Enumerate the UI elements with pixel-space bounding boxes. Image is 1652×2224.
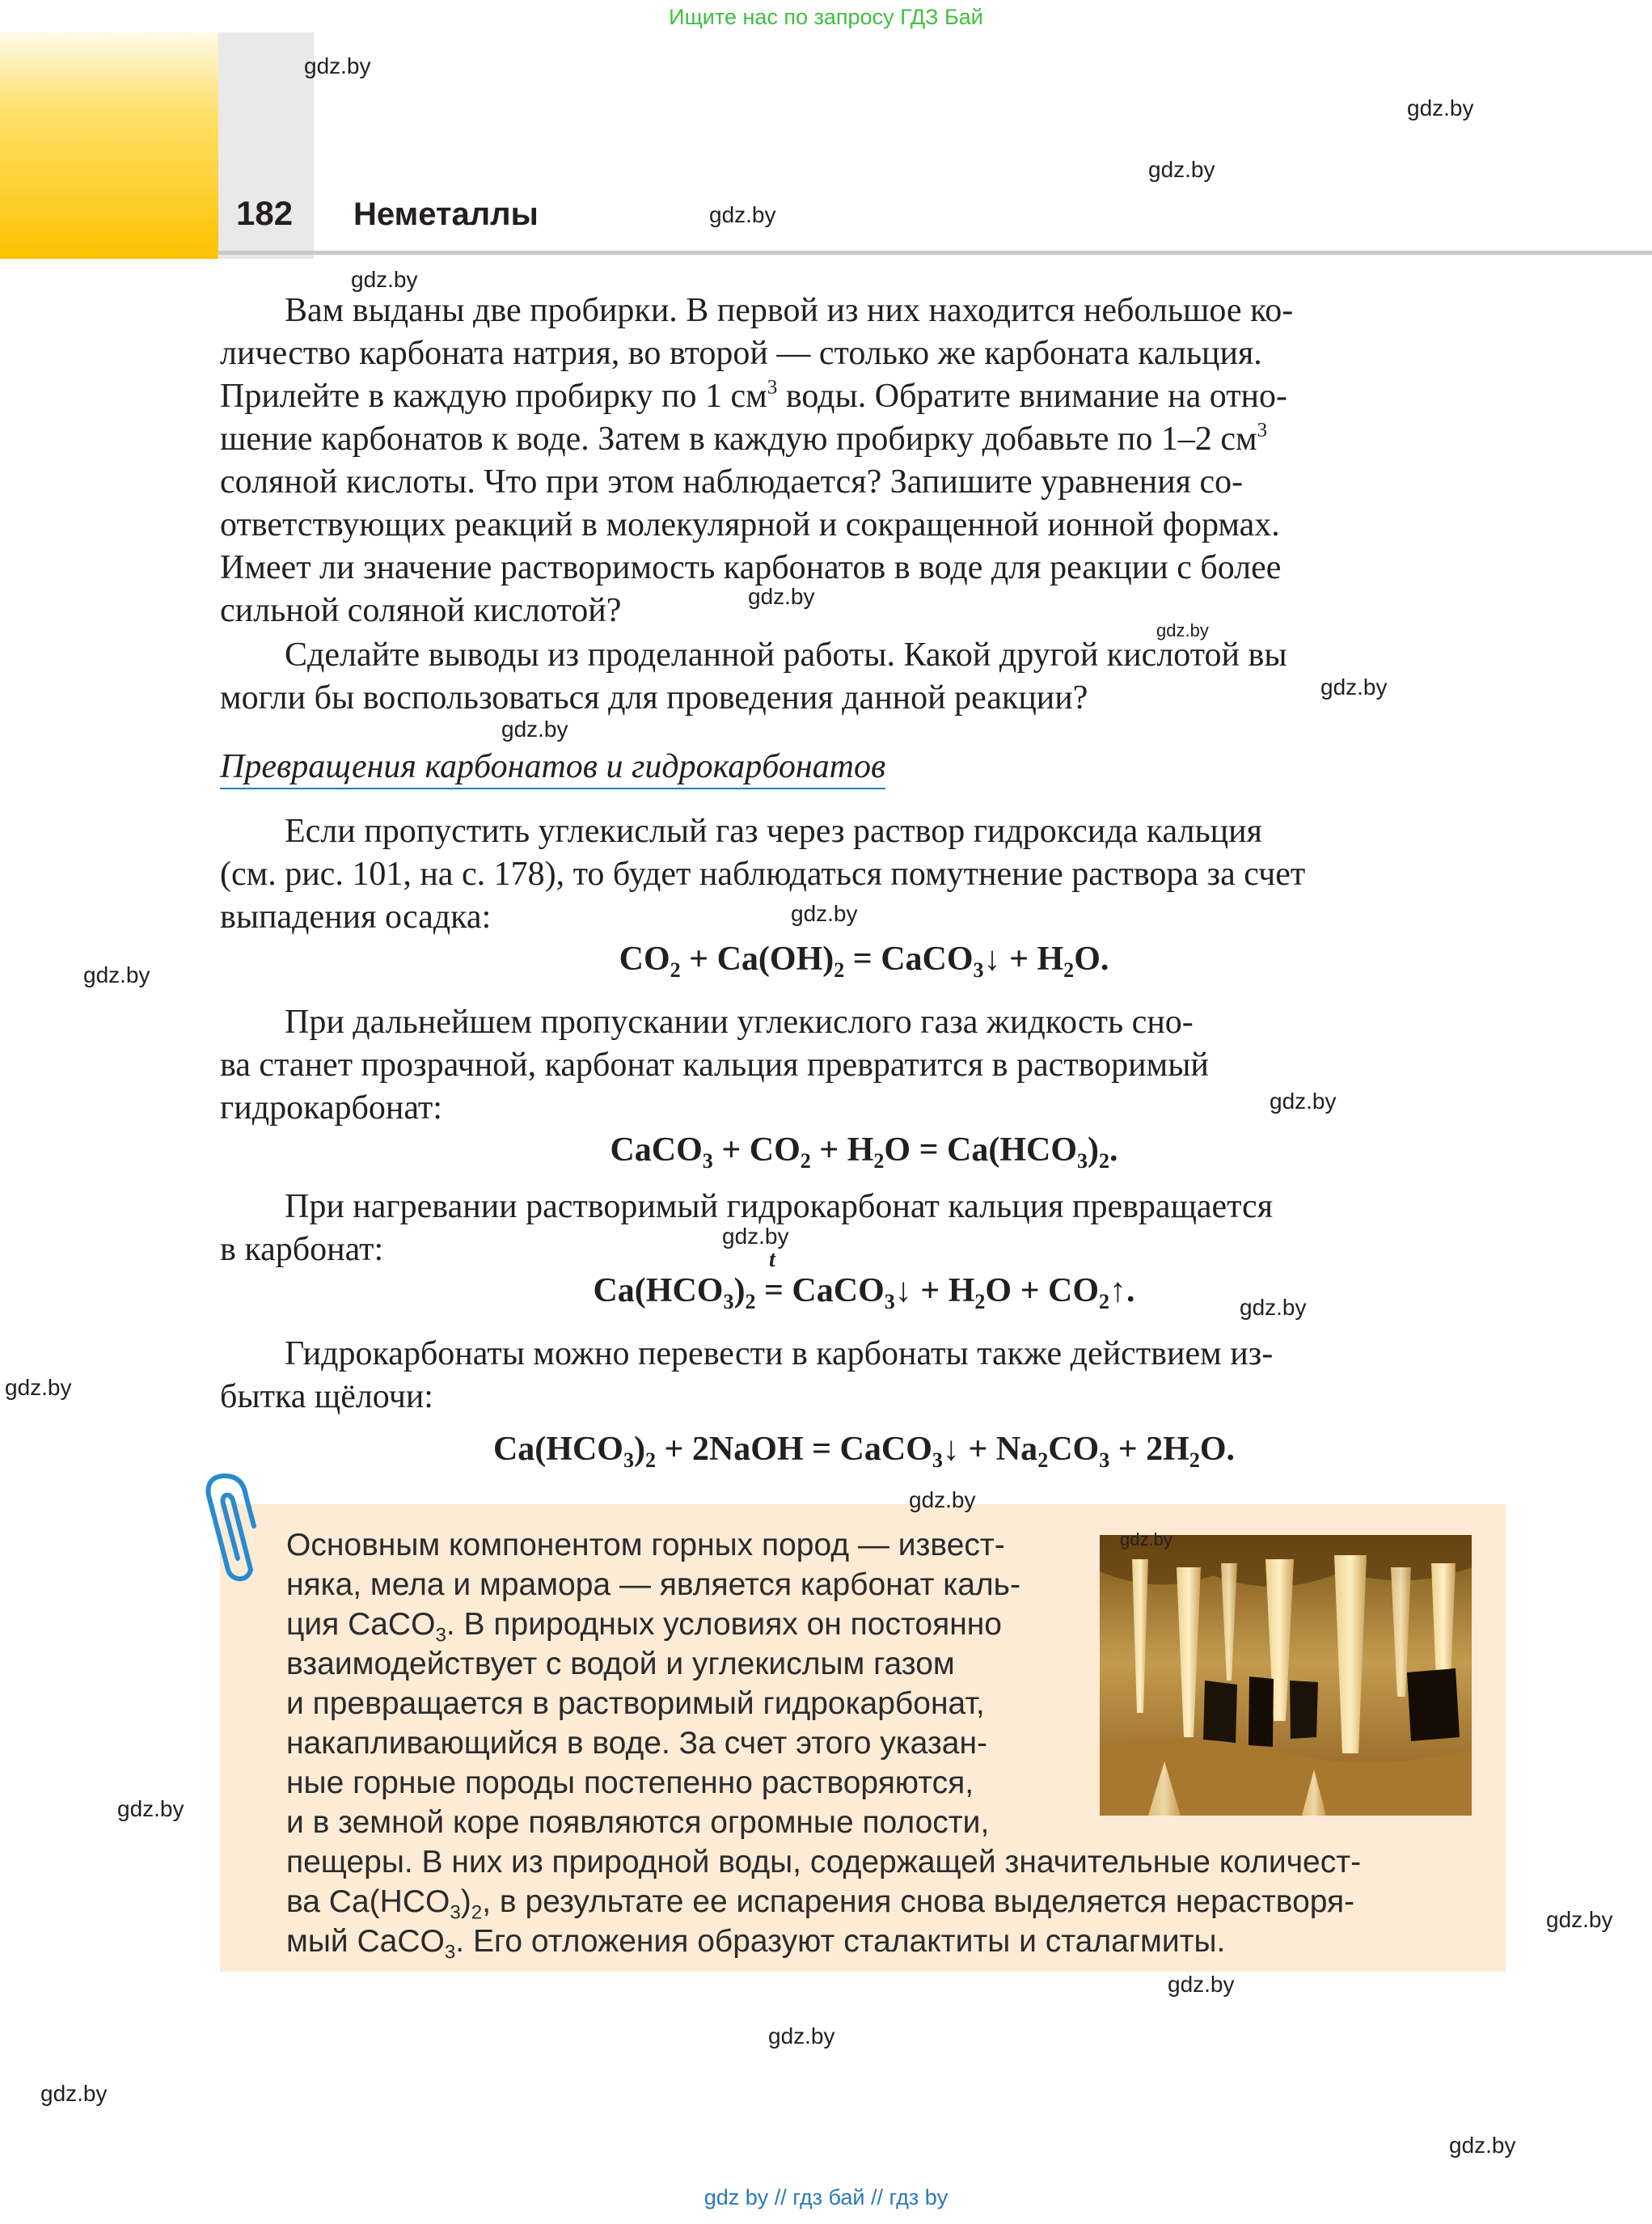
- watermark: gdz.by: [40, 2081, 108, 2106]
- intro-paragraph: Если пропустить углекислый газ через раствор гидроксида кальция (см. рис. 101, на с. 178), то будет наблюдаться помутнение раствора за счет выпадения осадка:: [220, 813, 1306, 936]
- watermark: gdz.by: [909, 1487, 976, 1512]
- top-banner[interactable]: Ищите нас по запросу ГДЗ Бай: [669, 5, 983, 29]
- watermark: gdz.by: [768, 2023, 835, 2049]
- watermark: gdz.by: [1407, 95, 1474, 121]
- page-number: 182: [236, 194, 294, 232]
- watermark: gdz.by: [501, 717, 568, 742]
- watermark: gdz.by: [304, 53, 371, 78]
- subheading: Превращения карбонатов и гидрокарбонатов: [220, 746, 885, 789]
- note-text: Основным компонентом горных пород — извест- няка, мела и мрамора — является карбонат каль- ция CaCO$_3$. В природных условиях он постоянно взаимодействует с водой и углекислым газом и превращается в растворимый гидрокарбонат, накапливающийся в воде. За счет этого указан- ные горные породы постепенно растворяются, и в земной коре появляются огромные полости, пещеры. В них из природной воды, содержащей значительные количест- ва $Ca(HCO_3)_2$, в результате ее испарения снова выделяется нерастворя- мый CaCO$_3$. Его отложения образуют сталактиты и сталагмиты.: [286, 1528, 1362, 1964]
- watermark: gdz.by: [351, 267, 418, 292]
- watermark: gdz.by: [1168, 1972, 1235, 1997]
- watermark: gdz.by: [1156, 620, 1209, 641]
- watermark: gdz.by: [748, 584, 815, 609]
- equation-3: $Ca(HCO_3)_2$ = t CaCO$_3$↓ + $H_2O$ + $CO_2↑$.: [593, 1247, 1135, 1314]
- paragraph-4: При дальнейшем пропускании углекислого газа жидкость сно- ва станет прозрачной, карбонат кальция превратится в растворимый гидрокарбонат:: [220, 1004, 1209, 1127]
- paperclip-icon: [201, 1468, 267, 1589]
- watermark: gdz.by: [1120, 1529, 1172, 1550]
- section-title: Неметаллы: [353, 197, 539, 232]
- watermark: gdz.by: [5, 1375, 72, 1400]
- watermark: gdz.by: [709, 202, 776, 227]
- cave-photo: [1100, 1535, 1472, 1816]
- watermark: gdz.by: [1148, 157, 1215, 182]
- watermark: gdz.by: [1546, 1907, 1613, 1932]
- header-divider: [218, 251, 1652, 255]
- paragraph-5: При нагревании растворимый гидрокарбонат кальция превращается в карбонат:: [220, 1188, 1274, 1268]
- watermark: gdz.by: [1449, 2133, 1516, 2158]
- watermark: gdz.by: [1320, 674, 1388, 700]
- conclusion-paragraph: Сделайте выводы из проделанной работы. Какой другой кислотой вы могли бы воспользоваться для проведения данной реакции?: [220, 636, 1287, 717]
- paragraph-6: Гидрокарбонаты можно перевести в карбонаты также действием из- бытка щёлочи:: [220, 1335, 1274, 1415]
- equation-1: $CO_2 + Ca(OH)_2$ = CaCO$_3$↓ + $H_2O$.: [619, 941, 1109, 983]
- equation-4: $Ca(HCO_3)_2$ + 2NaOH = CaCO$_3$↓ + $Na_2CO_3 + 2H_2O$.: [492, 1431, 1236, 1473]
- watermark: gdz.by: [1270, 1089, 1337, 1114]
- page-corner-tab: [0, 32, 218, 259]
- watermark: gdz.by: [1240, 1295, 1307, 1320]
- watermark: gdz.by: [722, 1224, 789, 1249]
- watermark: gdz.by: [117, 1796, 184, 1821]
- equation-2: CaCO$_3$ + $CO_2 + H_2O = Ca(HCO_3)_2$.: [610, 1131, 1118, 1173]
- task-paragraph: Вам выданы две пробирки. В первой из них находится небольшое ко- личество карбоната натрия, во второй — столько же карбоната кальция. Прилейте в каждую пробирку по 1 $см^3$ воды. Обратите внимание на отно- шение карбонатов к воде. Затем в каждую пробирку добавьте по 1–2 $см^3$ соляной кислоты. Что при этом наблюдается? Запишите уравнения со- ответствующих реакций в молекулярной и сокращенной ионной формах. Имеет ли значение растворимость карбонатов в воде для реакции с более сильной соляной кислотой?: [220, 292, 1294, 629]
- watermark: gdz.by: [83, 962, 150, 987]
- watermark: gdz.by: [791, 901, 858, 926]
- footer-links[interactable]: gdz by // гдз бай // гдз by: [703, 2185, 949, 2209]
- heat-symbol: t: [768, 1247, 775, 1272]
